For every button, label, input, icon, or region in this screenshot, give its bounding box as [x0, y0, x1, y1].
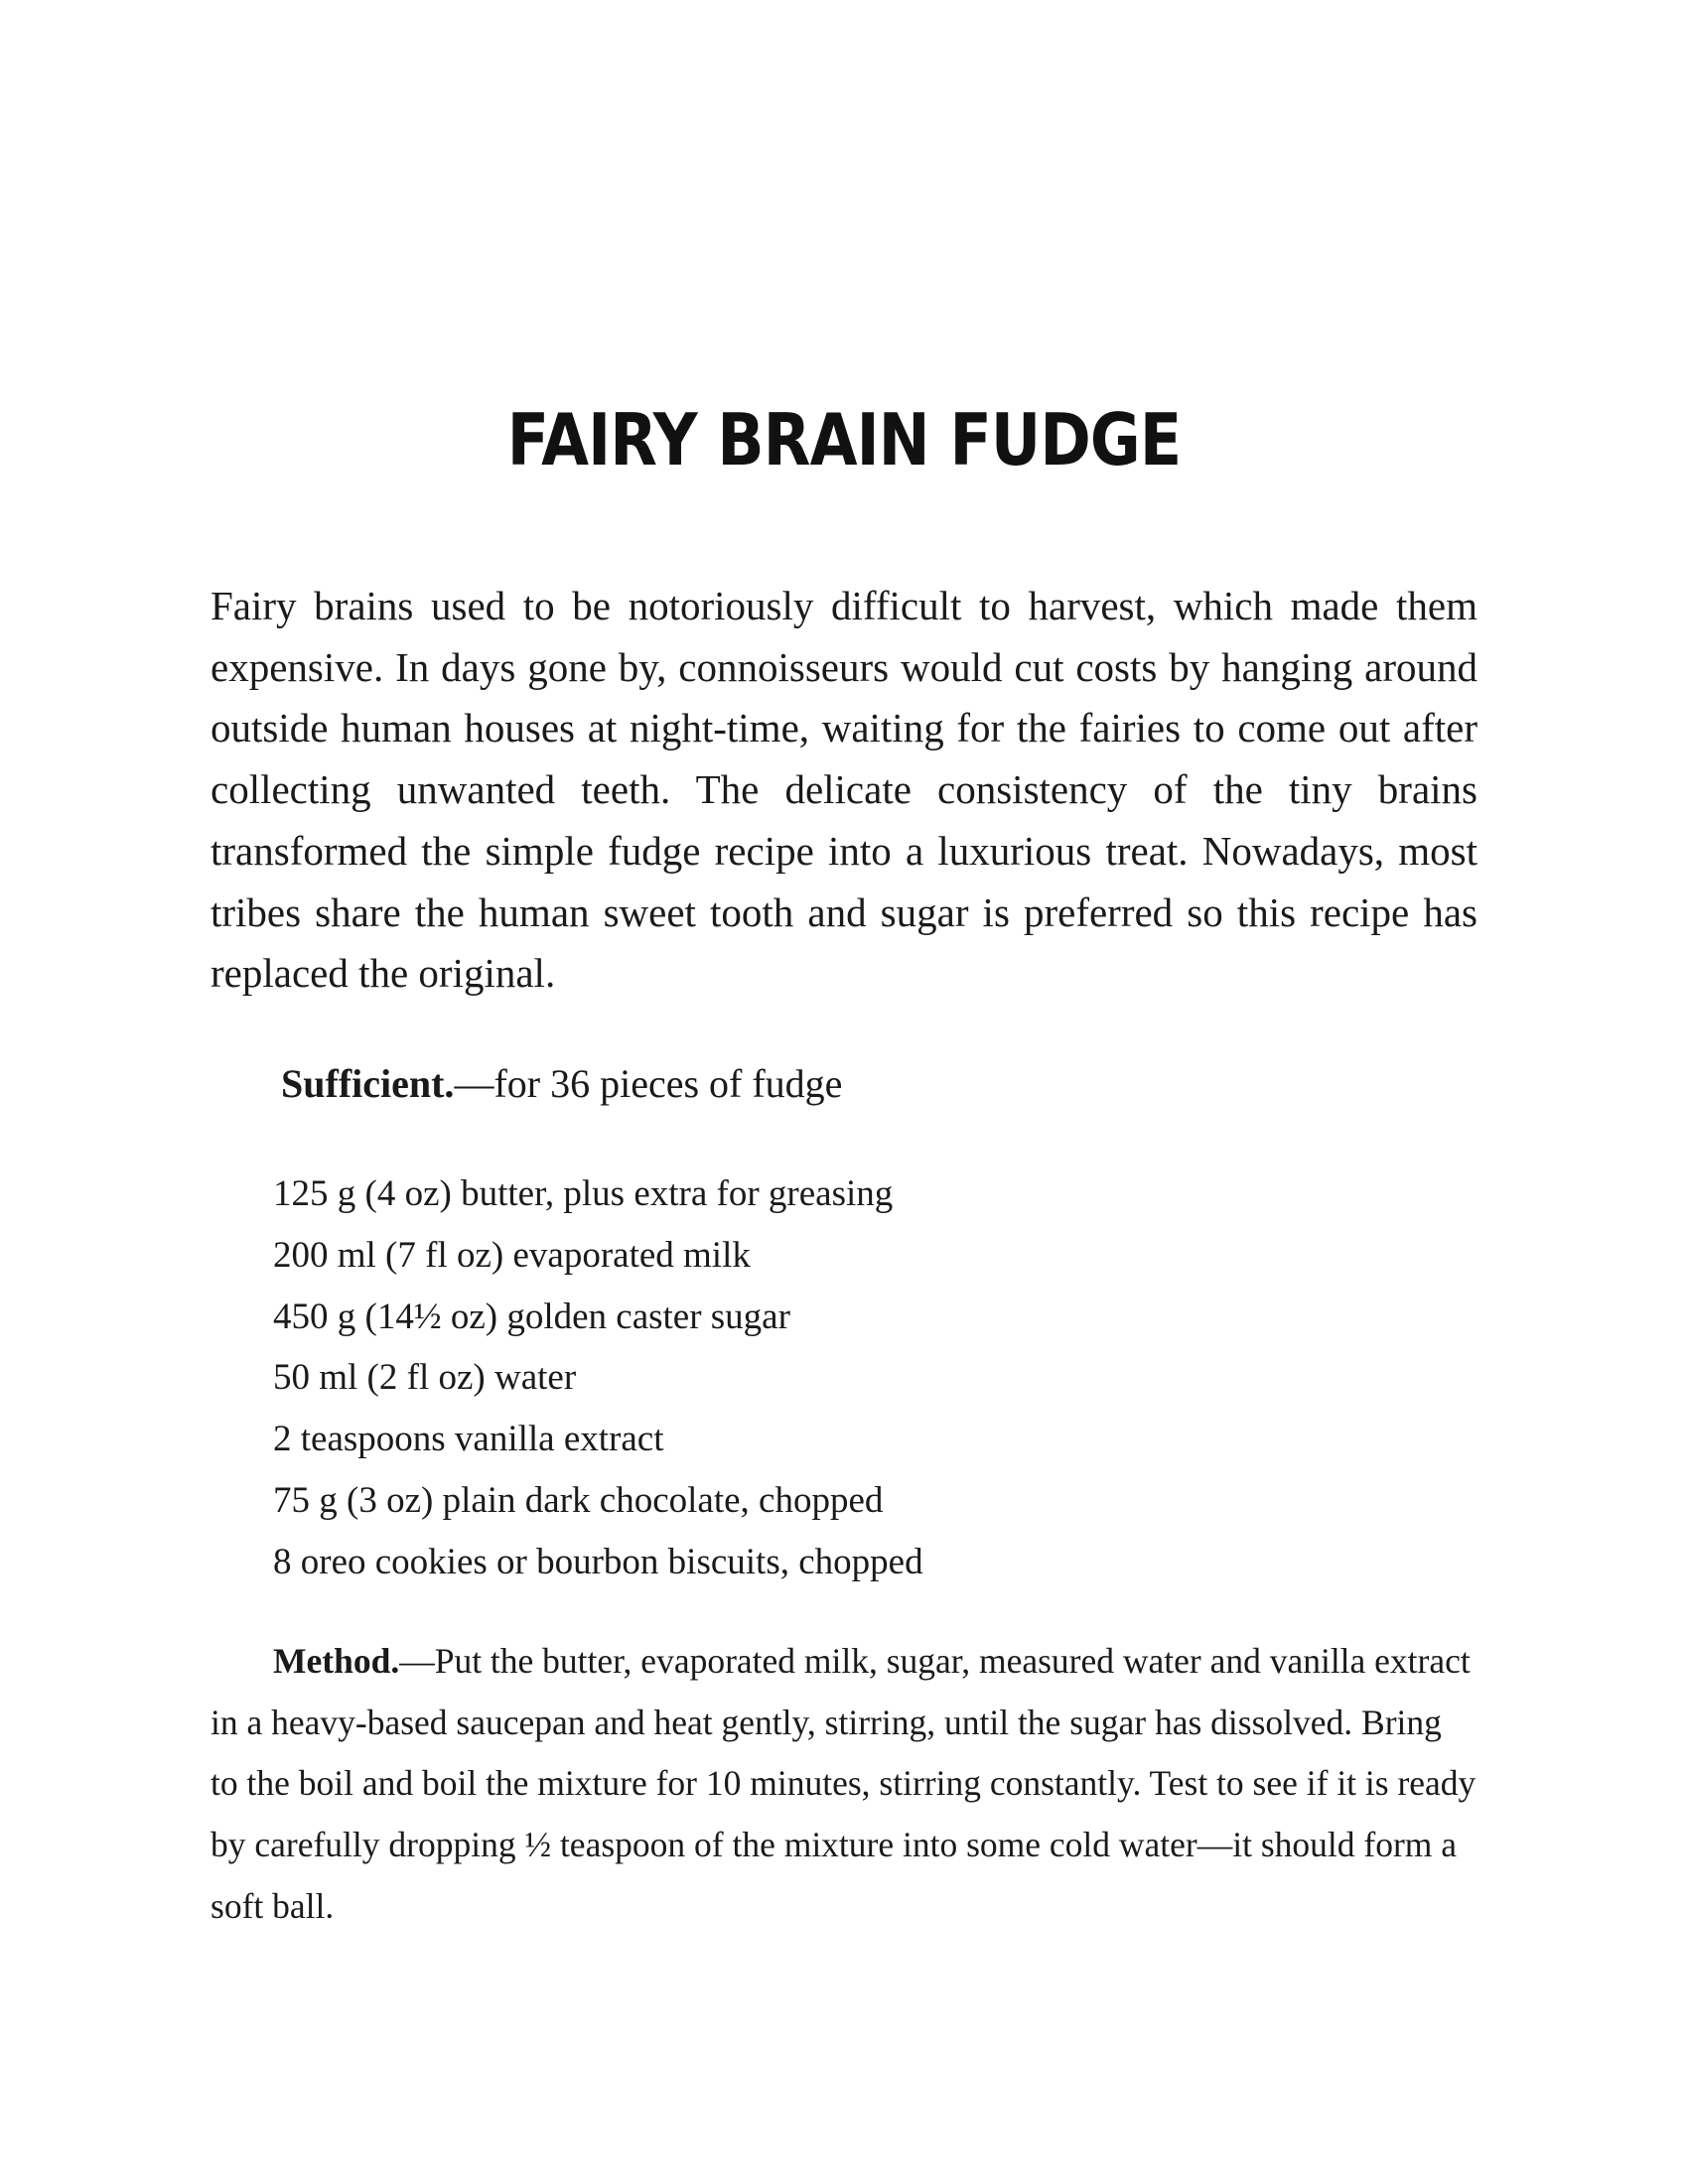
ingredient-item: 450 g (14½ oz) golden caster sugar [273, 1296, 790, 1337]
method-paragraph [211, 1631, 1477, 1938]
recipe-title: FAIRY BRAIN FUDGE [506, 398, 1182, 481]
intro-paragraph: Fairy brains used to be notoriously difficult to harvest, which made them expensive. In days gone by, connoisseurs would cut costs by hanging around outside human houses at night-time, waiting for the fairies to come out after collecting unwanted teeth. The delicate consistency of the tiny brains transformed the simple fudge recipe into a luxurious treat. Nowadays, most tribes share the human sweet tooth and sugar is preferred so this recipe has replaced the original. [211, 583, 1477, 997]
ingredient-item: 50 ml (2 fl oz) water [273, 1357, 577, 1399]
ingredient-item: 2 teaspoons vanilla extract [273, 1419, 664, 1460]
ingredient-item: 125 g (4 oz) butter, plus extra for greasing [273, 1173, 894, 1214]
method-text: —Put the butter, evaporated milk, sugar, measured water and vanilla extract in a heavy-based saucepan and heat gently, stirring, until the sugar has dissolved. Bring to the boil and boil the mixture for 10 minutes, stirring constantly. Test to see if it is ready by carefully dropping ½ teaspoon of the mixture into some cold water—it should form a soft ball. [211, 1641, 1477, 1926]
ingredient-item: 200 ml (7 fl oz) evaporated milk [273, 1234, 751, 1276]
ingredient-item: 75 g (3 oz) plain dark chocolate, chopped [273, 1479, 884, 1521]
servings-line [281, 1054, 1373, 1114]
servings-text: —for 36 pieces of fudge [454, 1061, 843, 1106]
ingredient-item: 8 oreo cookies or bourbon biscuits, chopped [273, 1541, 923, 1582]
method-label: Method. [273, 1641, 400, 1681]
ingredient-list [273, 1163, 1365, 1593]
servings-label: Sufficient. [281, 1061, 455, 1106]
